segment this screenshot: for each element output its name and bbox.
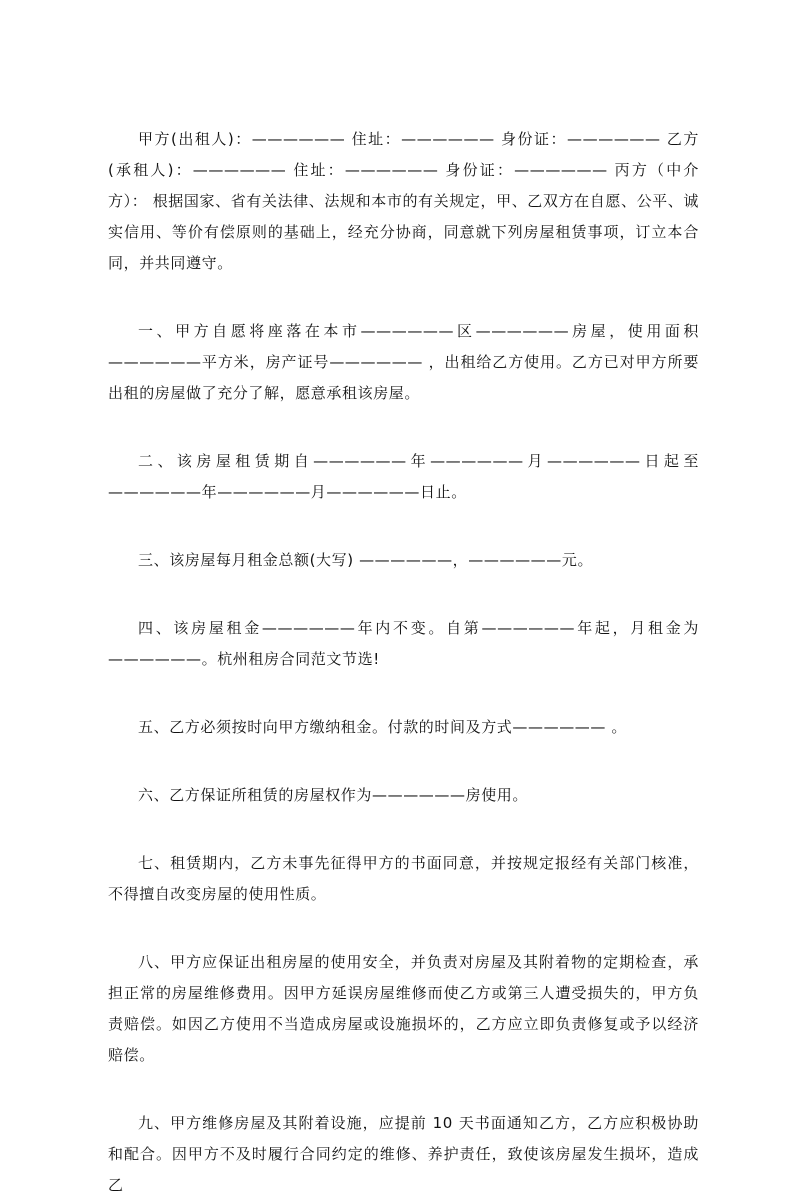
- clause-5-payment-method: 五、乙方必须按时向甲方缴纳租金。付款的时间及方式—————— 。: [138, 718, 627, 736]
- clause-6-usage: 六、乙方保证所租赁的房屋权作为——————房使用。: [138, 786, 529, 804]
- contract-preamble: 甲方(出租人)：—————— 住址：—————— 身份证：—————— 乙方(承租人)：—————— 住址：—————— 身份证：—————— 丙方（中介方）： 根据国家、省有关法律、法规和本市的有关规定，甲、乙双方在自愿、公平、诚实信用、等价有偿原则的基础上，经充分协商，同意就下列房屋租赁事项，订立本合同，并共同遵守。: [108, 130, 699, 272]
- clause-8-maintenance: 八、甲方应保证出租房屋的使用安全，并负责对房屋及其附着物的定期检查，承担正常的房屋维修费用。因甲方延误房屋维修而使乙方或第三人遭受损失的，甲方负责赔偿。如因乙方使用不当造成房屋或设施损坏的，乙方应立即负责修复或予以经济赔偿。: [108, 953, 699, 1064]
- clause-4-rent-adjustment: 四、该房屋租金——————年内不变。自第——————年起，月租金为——————。杭州租房合同范文节选!: [108, 619, 699, 668]
- clause-1-location-area: 一、甲方自愿将座落在本市——————区——————房屋，使用面积 ——————平方米，房产证号—————— ，出租给乙方使用。乙方已对甲方所要出租的房屋做了充分了解，愿意承租该房屋。: [108, 322, 699, 402]
- clause-2-lease-term: 二、该房屋租赁期自——————年——————月——————日起至——————年——————月——————日止。: [108, 452, 699, 501]
- clause-3-monthly-rent: 三、该房屋每月租金总额(大写) ——————，——————元。: [138, 551, 594, 569]
- clause-7-usage-change: 七、租赁期内，乙方未事先征得甲方的书面同意，并按规定报经有关部门核准，不得擅自改变房屋的使用性质。: [108, 854, 699, 903]
- clause-9-repair-notice: 九、甲方维修房屋及其附着设施，应提前 10 天书面通知乙方，乙方应积极协助和配合。因甲方不及时履行合同约定的维修、养护责任，致使该房屋发生损坏，造成乙: [108, 1114, 699, 1194]
